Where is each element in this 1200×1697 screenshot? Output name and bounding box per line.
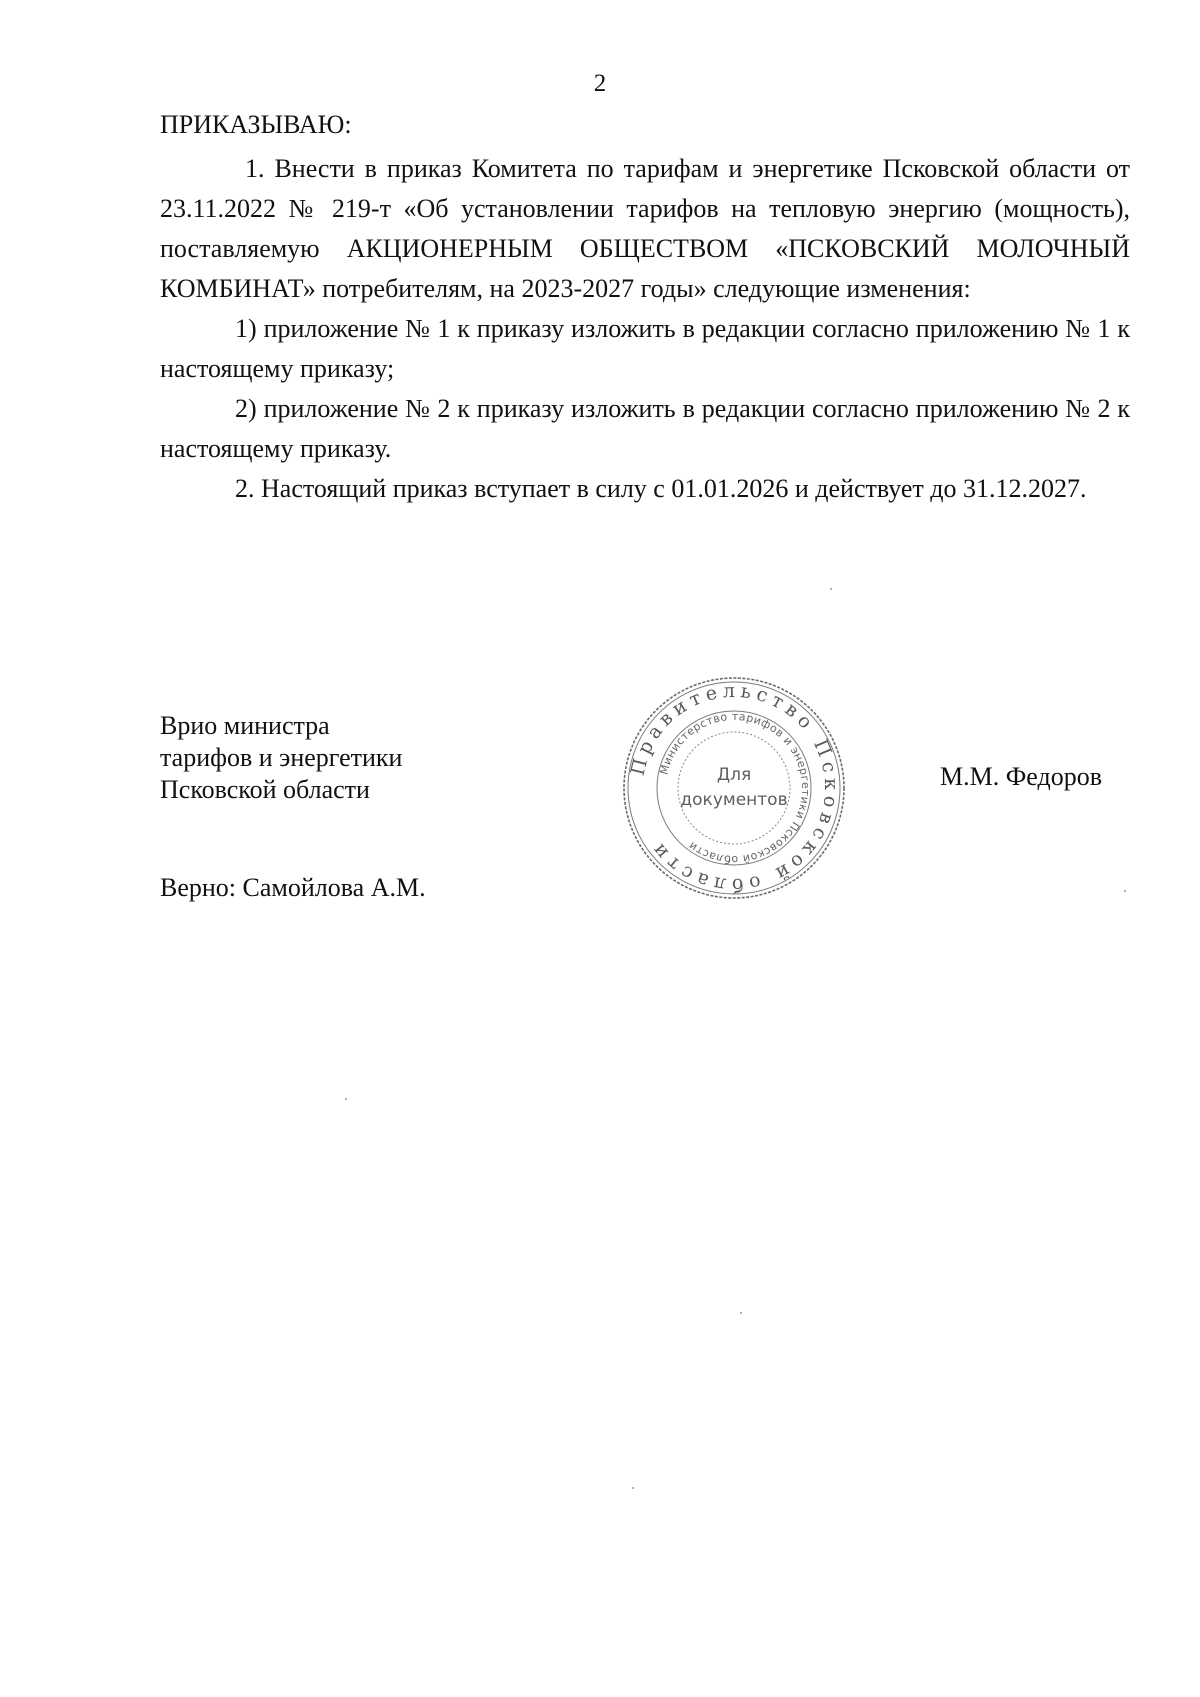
seal-inner-text: Министерство тарифов и энергетики Псковской области xyxy=(657,709,813,867)
seal-center-line2: документов xyxy=(680,790,788,810)
signatory-position-line: Врио министра xyxy=(160,711,330,740)
seal-graphic xyxy=(618,672,850,904)
official-seal xyxy=(618,672,850,904)
seal-outer-text: Правительство Псковской области xyxy=(626,679,843,897)
page-number: 2 xyxy=(593,70,607,97)
certified-copy-note: Верно: Самойлова А.М. xyxy=(160,873,426,902)
signatory-position-line: тарифов и энергетики xyxy=(160,743,403,772)
order-heading: ПРИКАЗЫВАЮ: xyxy=(160,110,352,139)
order-subitem-2: 2) приложение № 2 к приказу изложить в редакции согласно приложению № 2 к настоящему приказу. xyxy=(160,394,1130,463)
signatory-position-line: Псковской области xyxy=(160,775,370,804)
order-item-2: 2. Настоящий приказ вступает в силу с 01.01.2026 и действует до 31.12.2027. xyxy=(235,474,1087,503)
scan-artifact xyxy=(740,1312,742,1314)
scan-artifact xyxy=(632,1487,634,1489)
seal-center-line1: Для xyxy=(716,765,752,785)
signatory-position xyxy=(160,710,402,806)
order-body xyxy=(160,105,1130,509)
scan-artifact xyxy=(1124,890,1126,892)
scan-artifact xyxy=(345,1098,347,1100)
order-subitem-1: 1) приложение № 1 к приказу изложить в редакции согласно приложению № 1 к настоящему приказу; xyxy=(160,314,1130,383)
order-item-1: 1. Внести в приказ Комитета по тарифам и энергетике Псковской области от 23.11.2022 № 219-т «Об установлении тарифов на тепловую энергию (мощность), поставляемую АКЦИОНЕРНЫМ ОБЩЕСТВОМ «ПСКОВСКИЙ МОЛОЧНЫЙ КОМБИНАТ» потребителям, на 2023-2027 годы» следующие изменения: xyxy=(160,154,1130,303)
scan-artifact xyxy=(830,588,832,590)
signatory-name: М.М. Федоров xyxy=(940,762,1102,791)
